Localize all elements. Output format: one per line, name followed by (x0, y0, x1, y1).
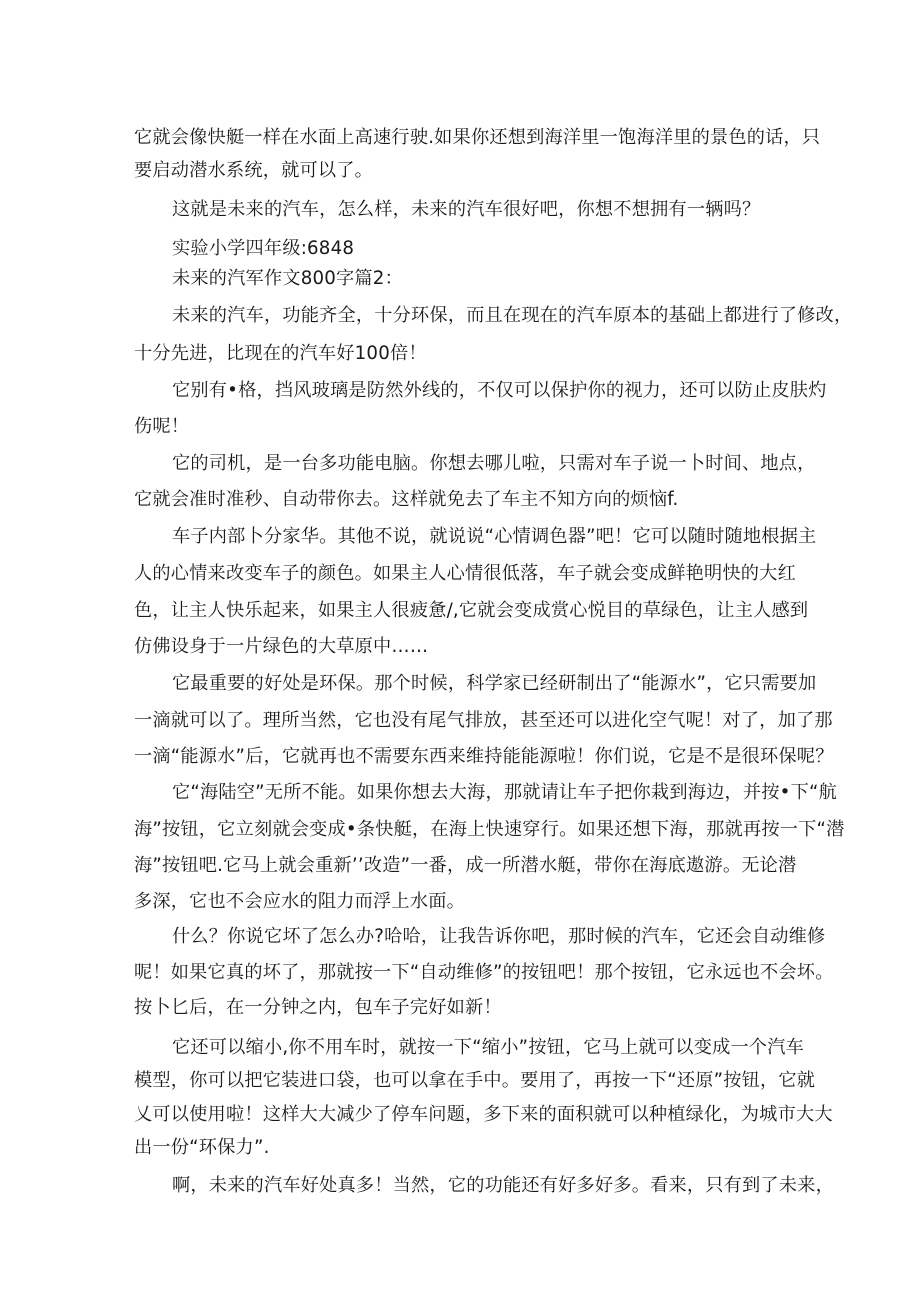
text-line: 多深，它也不会应水的阻力而浮上水面。 (134, 891, 465, 912)
text-line: 它的司机，是一台多功能电脑。你想去哪儿啦，只需对车子说一卜时间、地点， (172, 453, 816, 474)
text-line: 要启动潜水系统，就可以了。 (134, 160, 374, 181)
text-line: 出一份“环保力”. (134, 1137, 270, 1158)
text-line: 它最重要的好处是环保。那个时候，科学家已经研制出了“能源水”，它只需要加 (172, 673, 817, 694)
section-heading: 未来的汽军作文800字篇2： (172, 268, 403, 289)
text-line: 实验小学四年级:6848 (172, 238, 355, 259)
text-line: 海”按钮，它立刻就会变成•条快艇，在海上快速穿行。如果还想下海，那就再按一下“潜 (134, 819, 845, 840)
text-line: 一滴“能源水”后，它就再也不需要东西来维持能能源啦！你们说，它是不是很环保呢？ (134, 746, 834, 767)
text-line: 乂可以使用啦！这样大大减少了停车问题，多下来的面积就可以种植绿化，为城市大大 (134, 1104, 833, 1125)
text-line: 伤呢！ (134, 416, 190, 437)
text-line: 仿佛设身于一片绿色的大草原中…… (134, 636, 429, 657)
text-line: 它就会像快艇一样在水面上高速行驶.如果你还想到海洋里一饱海洋里的景色的话，只 (134, 127, 821, 148)
text-line: 它还可以缩小,你不用车时，就按一下“缩小”按钮，它马上就可以变成一个汽车 (172, 1037, 805, 1058)
text-line: 未来的汽车，功能齐全，十分环保，而且在现在的汽车原本的基础上都进行了修改， (172, 305, 853, 326)
text-line: 一滴就可以了。理所当然，它也没有尾气排放，甚至还可以进化空气呢！对了，加了那 (134, 710, 833, 731)
text-line: 呢！如果它真的坏了，那就按一下“自动维修”的按钮吧！那个按钮，它永远也不会坏。 (134, 962, 834, 983)
text-line: 它别有•格，挡风玻璃是防然外线的，不仅可以保护你的视力，还可以防止皮肤灼 (172, 380, 827, 401)
text-line: 车子内部卜分家华。其他不说，就说说“心情调色器”吧！它可以随时随地根据主 (172, 526, 817, 547)
text-line: 啊，未来的汽车好处真多！当然，它的功能还有好多好多。看来，只有到了未来， (172, 1175, 834, 1196)
text-line: 人的心情来改变车子的颜色。如果主人心情很低落，车子就会变成鲜艳明快的大红 (134, 563, 796, 584)
text-line: 十分先进，比现在的汽车好100倍！ (134, 343, 427, 364)
text-line: 什么？你说它坏了怎么办?哈哈，让我告诉你吧，那时候的汽车，它还会自动维修 (172, 926, 826, 947)
text-line: 它“海陆空”无所不能。如果你想去大海，那就请让车子把你栽到海边，并按•下“航 (172, 782, 837, 803)
text-line: 海”按钮吧.它马上就会重新’’改造”一番，成一所潜水艇，带你在海底遨游。无论潜 (134, 855, 797, 876)
text-line: 这就是未来的汽车，怎么样，未来的汽车很好吧，你想不想拥有一辆吗？ (172, 199, 761, 220)
text-line: 按卜匕后，在一分钟之内，包车子完好如新！ (134, 997, 502, 1018)
text-line: 色，让主人快乐起来，如果主人很疲惫/,它就会变成赏心悦目的草绿色，让主人感到 (134, 600, 809, 621)
text-line: 模型，你可以把它装进口袋，也可以拿在手中。要用了，再按一下“还原”按钮，它就 (134, 1070, 816, 1091)
text-line: 它就会准时准秒、自动带你去。这样就免去了车主不知方向的烦恼f. (134, 489, 679, 510)
